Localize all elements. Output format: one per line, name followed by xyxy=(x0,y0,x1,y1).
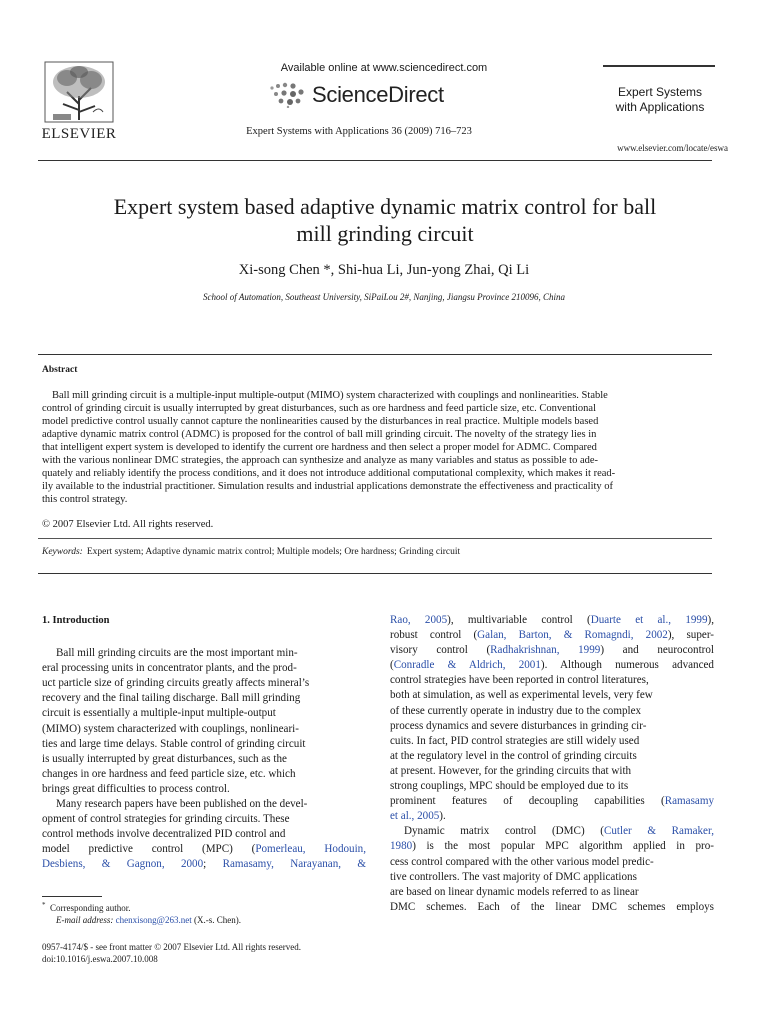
text-line xyxy=(390,824,714,839)
text-line: DMC schemes. Each of the linear DMC schemes employs xyxy=(390,900,714,913)
text-line: uct particle size of grinding circuits greatly affects mineral’s xyxy=(42,677,310,690)
text-line: are based on linear dynamic models referred to as linear xyxy=(390,885,639,898)
text-line: is usually interrupted by great disturbances, such as the xyxy=(42,752,287,765)
text-fragment: ), xyxy=(707,614,714,626)
text-line: eral processing units in concentrator plants, and the prod- xyxy=(42,662,297,675)
email-label: E-mail address: xyxy=(56,915,114,925)
corresponding-author-note xyxy=(42,899,241,914)
text-line: both at simulation, as well as experimental levels, very few xyxy=(390,689,653,702)
abstract-line: adaptive dynamic matrix control (ADMC) is proposed for the control of ball mill grinding circuit. The novelty of the strategy lies in xyxy=(42,429,597,441)
bottom-info xyxy=(42,941,301,965)
citation-link[interactable]: Radhakrishnan, 1999 xyxy=(490,644,601,657)
doi-line: doi:10.1016/j.eswa.2007.10.008 xyxy=(42,954,158,964)
affiliation: School of Automation, Southeast University, SiPaiLou 2#, Nanjing, Jiangsu Province 210096, China xyxy=(203,292,565,302)
text-line: cess control compared with the other various model predic- xyxy=(390,855,654,868)
available-online-text: Available online at www.sciencedirect.com xyxy=(280,62,488,74)
footnote-mark: * xyxy=(42,901,46,909)
journal-url[interactable]: www.elsevier.com/locate/eswa xyxy=(617,143,728,153)
text-line xyxy=(390,794,714,809)
abstract-line: quately and reliably identify the process conditions, and it does not introduce additional computational complexity, which makes it read- xyxy=(42,468,616,480)
keywords-text: Expert system; Adaptive dynamic matrix control; Multiple models; Ore hardness; Grinding circuit xyxy=(86,547,461,557)
text-line: (Conradle & Aldrich, 2001). Although numerous advanced xyxy=(390,659,714,672)
text-line xyxy=(390,643,714,658)
text-line: control strategies have been reported in control literatures, xyxy=(390,674,649,687)
abstract-body xyxy=(42,389,714,506)
abstract-line: that intelligent expert system is developed to identify the current ore hardness and then select a proper model for ADMC. Compared xyxy=(42,442,597,454)
text-line xyxy=(390,613,714,628)
abstract-line: this control strategy. xyxy=(42,494,128,506)
abstract-heading: Abstract xyxy=(42,365,78,375)
right-column xyxy=(390,613,714,915)
text-line: ties and large time delays. Stable control of grinding circuit xyxy=(42,737,306,750)
journal-logo xyxy=(600,85,720,115)
text-line: changes in ore hardness and feed particle size, etc. which xyxy=(42,767,296,780)
authors: Xi-song Chen *, Shi-hua Li, Jun-yong Zhai, Qi Li xyxy=(238,262,530,278)
text-line: control methods involve decentralized PID control and xyxy=(42,828,286,841)
footnote-divider xyxy=(42,896,102,897)
text-line: Many research papers have been published on the devel- xyxy=(56,798,308,811)
text-line xyxy=(42,857,366,872)
abstract-line: ily available to the industrial practitioner. Simulation results and industrial applications demonstrate the effectiveness and practicality of xyxy=(42,481,614,493)
footnote xyxy=(42,899,241,926)
citation-link[interactable]: Galan, Barton, & Romagndi, 2002 xyxy=(477,629,668,642)
citation-link[interactable]: Conradle & Aldrich, 2001 xyxy=(393,659,541,672)
citation-link[interactable]: Ramasamy xyxy=(664,795,714,808)
sciencedirect-dots-icon xyxy=(268,82,306,108)
text-line: strong couplings, MPC should be employed due to its xyxy=(390,780,629,793)
keywords-divider-top xyxy=(38,538,712,539)
section-heading: 1. Introduction xyxy=(42,615,110,626)
text-line: at present. However, for the grinding circuits that with xyxy=(390,764,632,777)
email-link[interactable]: chenxisong@263.net xyxy=(115,915,192,925)
text-fragment: robust control ( xyxy=(390,629,478,642)
intro-paragraph-2 xyxy=(42,797,366,872)
journal-logo-line1: Expert Systems xyxy=(617,85,703,99)
text-line xyxy=(390,809,714,824)
issn-line: 0957-4174/$ - see front matter © 2007 Elsevier Ltd. All rights reserved. xyxy=(42,942,302,952)
text-line xyxy=(390,628,714,643)
text-fragment: ) and neurocontrol xyxy=(600,644,714,657)
article-title xyxy=(40,193,730,247)
journal-logo-rule xyxy=(603,65,715,67)
sciencedirect-logo xyxy=(268,82,444,108)
journal-logo-line2: with Applications xyxy=(615,100,705,114)
text-fragment: model predictive control (MPC) ( xyxy=(42,843,256,856)
citation-link[interactable]: Duarte et al., 1999 xyxy=(590,614,708,626)
intro-paragraph-1 xyxy=(42,646,366,797)
keywords xyxy=(42,547,460,557)
text-fragment: ). xyxy=(439,810,446,823)
citation-link[interactable]: Desbiens, & Gagnon, 2000 xyxy=(42,858,204,871)
text-line: recovery and the final tailing discharge. Ball mill grinding xyxy=(42,692,301,705)
text-line: Ball mill grinding circuits are the most important min- xyxy=(56,647,298,660)
abstract-divider xyxy=(38,354,712,355)
email-note xyxy=(42,914,241,926)
header-divider xyxy=(38,160,712,161)
text-line: tive controllers. The vast majority of DMC applications xyxy=(390,870,637,883)
keywords-divider-bottom xyxy=(38,573,712,574)
abstract-line: with the various nonlinear DMC strategies, the approach can synthesize and analyze as many variables and status as possible to ade- xyxy=(42,455,599,467)
citation-link[interactable]: Ramasamy, Narayanan, & xyxy=(222,858,367,871)
citation-link[interactable]: et al., 2005 xyxy=(390,810,440,823)
text-fragment: visory control ( xyxy=(390,644,491,657)
text-line: cuits. In fact, PID control strategies are still widely used xyxy=(390,734,640,747)
left-column xyxy=(42,613,366,873)
text-fragment: Dynamic matrix control (DMC) ( xyxy=(404,825,604,838)
citation-link[interactable]: Cutler & Ramaker, xyxy=(603,825,714,838)
citation-link[interactable]: Pomerleau, Hodouin, xyxy=(255,843,366,856)
text-fragment: ), multivariable control ( xyxy=(447,614,591,626)
title-line-1: Expert system based adaptive dynamic matrix control for ball xyxy=(113,194,657,219)
email-suffix: (X.-s. Chen). xyxy=(193,915,241,925)
abstract-copyright: © 2007 Elsevier Ltd. All rights reserved. xyxy=(42,519,214,530)
text-line: opment of control strategies for grinding circuits. These xyxy=(42,813,290,826)
title-line-2: mill grinding circuit xyxy=(296,221,474,246)
text-line xyxy=(390,839,714,854)
publisher-name: ELSEVIER xyxy=(41,126,117,142)
text-line: brings great difficulties to process control. xyxy=(42,782,230,795)
text-line: of these currently operate in industry due to the complex xyxy=(390,704,642,717)
text-line xyxy=(42,842,366,857)
corresponding-text: Corresponding author. xyxy=(50,903,131,913)
abstract-line: model predictive control usually cannot capture the nonlinearities caused by the disturbances in real practice. Multiple models based xyxy=(42,416,599,428)
text-fragment: ), super- xyxy=(667,629,714,642)
keywords-label: Keywords: xyxy=(42,547,83,557)
text-line: circuit is essentially a multiple-input multiple-output xyxy=(42,707,276,720)
journal-citation: Expert Systems with Applications 36 (2009) 716–723 xyxy=(246,126,472,137)
citation-link[interactable]: Rao, 2005 xyxy=(390,614,448,626)
text-line: (MIMO) system characterized with couplings, nonlineari- xyxy=(42,722,299,735)
text-line: process dynamics and severe disturbances in grinding cir- xyxy=(390,719,647,732)
citation-link[interactable]: 1980 xyxy=(390,840,413,853)
text-line: at the regulatory level in the control of grinding circuits xyxy=(390,749,637,762)
text-fragment: ) is the most popular MPC algorithm applied in pro- xyxy=(412,840,714,853)
sciencedirect-wordmark: ScienceDirect xyxy=(312,82,444,107)
text-fragment: ). Although numerous advanced xyxy=(540,659,714,672)
abstract-line: control of grinding circuit is usually interrupted by great disturbances, such as ore hardness and feed particle size, etc. Conventional xyxy=(42,403,596,415)
text-fragment: prominent features of decoupling capabilities ( xyxy=(390,795,665,808)
text-fragment: ; xyxy=(203,858,223,871)
abstract-line: Ball mill grinding circuit is a multiple-input multiple-output (MIMO) system characterized with couplings and nonlinearities. Stable xyxy=(52,390,608,401)
